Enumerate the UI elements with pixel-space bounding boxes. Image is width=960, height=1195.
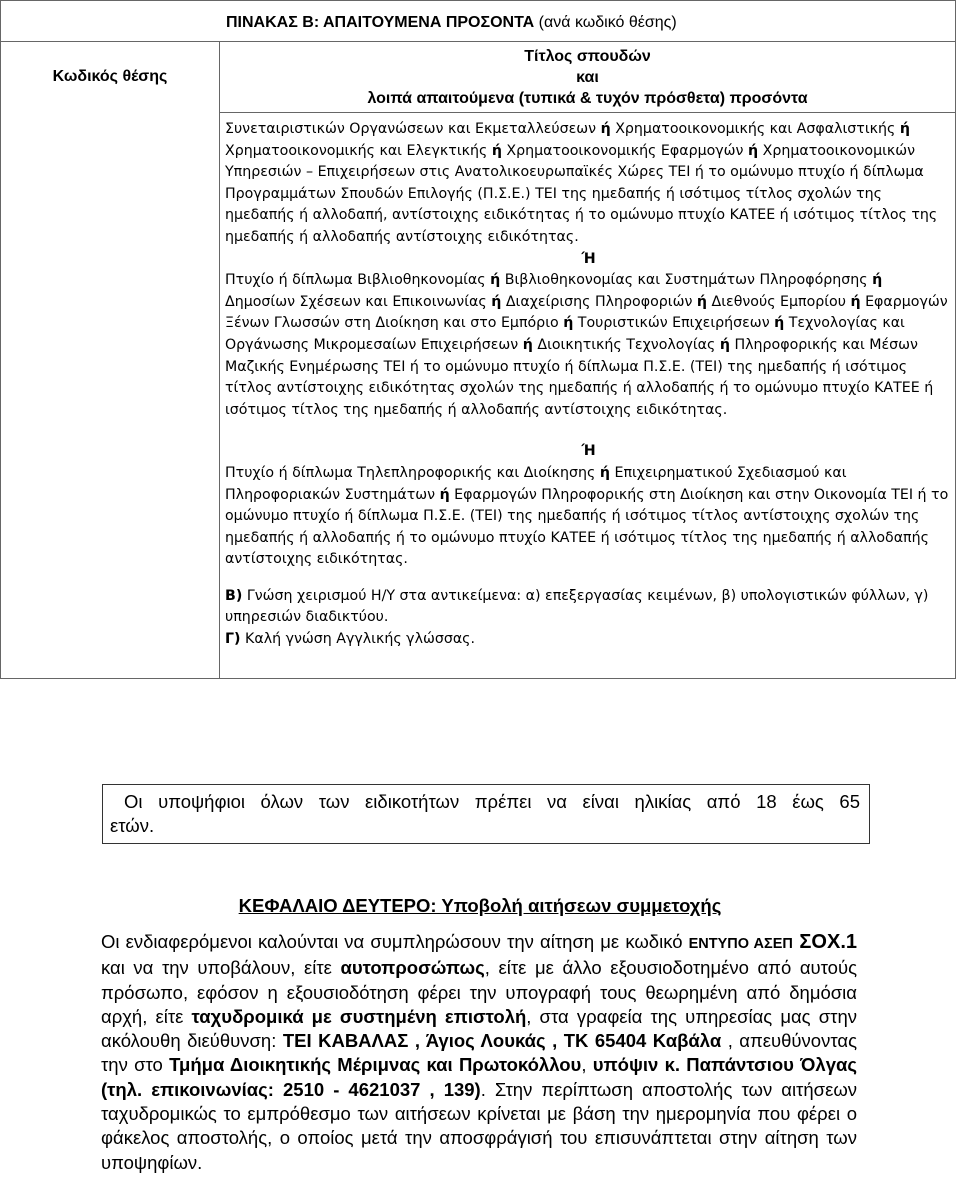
table-title: ΠΙΝΑΚΑΣ Β: ΑΠΑΙΤΟΥΜΕΝΑ ΠΡΟΣΟΝΤΑ (ανά κωδικό θέσης) (226, 14, 677, 31)
qualification-block-2: Πτυχίο ή δίπλωμα Βιβλιοθηκονομίας ή Βιβλιοθηκονομίας και Συστημάτων Πληροφόρησης ή Δημοσίων Σχέσεων και Επικοινωνίας ή Διαχείρισης Πληροφοριών ή Διεθνούς Εμπορίου ή Εφαρμογών Ξένων Γλωσσών στη Διοίκηση και στο Εμπόριο ή Τουριστικών Επιχειρήσεων ή Τεχνολογίας και Οργάνωσης Μικρομεσαίων Επιχειρήσεων ή Διοικητικής Τεχνολογίας ή Πληροφορικής και Μέσων Μαζικής Ενημέρωσης ΤΕΙ ή το ομώνυμο πτυχίο ή δίπλωμα Π.Σ.Ε. (ΤΕΙ) της ημεδαπής ή ισότιμος τίτλος αντίστοιχης ειδικότητας σχολών της ημεδαπής ή αλλοδαπής ή το ομώνυμο πτυχίο ΚΑΤΕΕ ή ισότιμος τίτλος της ημεδαπής ή αλλοδαπής αντίστοιχης ειδικότητας. (225, 272, 948, 418)
table-title-row (1, 1, 955, 42)
chapter-heading: ΚΕΦΑΛΑΙΟ ΔΕΥΤΕΡΟ: Υποβολή αιτήσεων συμμετοχής (238, 895, 722, 916)
submission-paragraph: Οι ενδιαφερόμενοι καλούνται να συμπληρώσουν την αίτηση με κωδικό ΕΝΤΥΠΟ ΑΣΕΠ ΣΟΧ.1 και να την υποβάλουν, είτε αυτοπροσώπως, είτε με άλλο εξουσιοδοτημένο από αυτούς πρόσωπο, εφόσον η εξουσιοδότηση φέρει την υπογραφή τους θεωρημένη από δημόσια αρχή, είτε ταχυδρομικά με συστημένη επιστολή, στα γραφεία της υπηρεσίας μας στην ακόλουθη διεύθυνση: ΤΕΙ ΚΑΒΑΛΑΣ , Άγιος Λουκάς , ΤΚ 65404 Καβάλα , απευθύνοντας την στο Τμήμα Διοικητικής Μέριμνας και Πρωτοκόλλου, υπόψιν κ. Παπάντσιου Όλγας (τηλ. επικοινωνίας: 2510 - 4621037 , 139). Στην περίπτωση αποστολής των αιτήσεων ταχυδρομικώς το εμπρόθεσμο των αιτήσεων κρίνεται με βάση την ημερομηνία που φέρει ο φάκελος αποστολής, ο οποίος μετά την αποσφράγισή του επισυνάπτεται στην αίτηση των υποψηφίων. (101, 931, 858, 1173)
qualification-block-3: Πτυχίο ή δίπλωμα Τηλεπληροφορικής και Διοίκησης ή Επιχειρηματικού Σχεδιασμού και Πληροφοριακών Συστημάτων ή Εφαρμογών Πληροφορικής στη Διοίκηση και στην Οικονομία ΤΕΙ ή το ομώνυμο πτυχίο ή δίπλωμα Π.Σ.Ε. (ΤΕΙ) της ημεδαπής ή ισότιμος τίτλος αντίστοιχης σχολών της ημεδαπής ή αλλοδαπής ή το ομώνυμο πτυχίο ΚΑΤΕΕ ή ισότιμος τίτλος της ημεδαπής ή αλλοδαπής αντίστοιχης ειδικότητας. (225, 464, 949, 568)
or-separator: Ή (581, 443, 596, 460)
computer-skills-requirement: Β) Γνώση χειρισμού Η/Υ στα αντικείμενα: α) επεξεργασίας κειμένων, β) υπολογιστικών φύλλων, γ) υπηρεσιών διαδικτύου. (225, 587, 929, 626)
english-requirement: Γ) Καλή γνώση Αγγλικής γλώσσας. (225, 631, 476, 648)
qualification-block-1: Συνεταιριστικών Οργανώσεων και Εκμεταλλεύσεων ή Χρηματοοικονομικής και Ασφαλιστικής ή Χρηματοοικονομικής και Ελεγκτικής ή Χρηματοοικονομικής Εφαρμογών ή Χρηματοοικονομικών Υπηρεσιών – Επιχειρήσεων στις Ανατολικοευρωπαϊκές Χώρες ΤΕΙ ή το ομώνυμο πτυχίο ή δίπλωμα Προγραμμάτων Σπουδών Επιλογής (Π.Σ.Ε.) ΤΕΙ της ημεδαπής ή ισότιμος τίτλος σχολών της ημεδαπής ή αλλοδαπή, αντίστοιχης ειδικότητας ή το ομώνυμο πτυχίο ΚΑΤΕΕ ή ισότιμος τίτλος της ημεδαπής ή αλλοδαπής αντίστοιχης ειδικότητας. (225, 121, 938, 245)
header-position-code: Κωδικός θέσης (52, 67, 168, 85)
header-divider (220, 112, 955, 113)
header-degree-title: Τίτλος σπουδών και λοιπά απαιτούμενα (τυπικά & τυχόν πρόσθετα) προσόντα (367, 48, 808, 107)
qualifications-cell (225, 119, 952, 651)
age-notice: Οι υποψήφιοι όλων των ειδικοτήτων πρέπει να είναι ηλικίας από 18 έως 65 ετών. (110, 791, 860, 836)
column-divider (219, 41, 220, 678)
or-separator: Ή (581, 250, 596, 267)
